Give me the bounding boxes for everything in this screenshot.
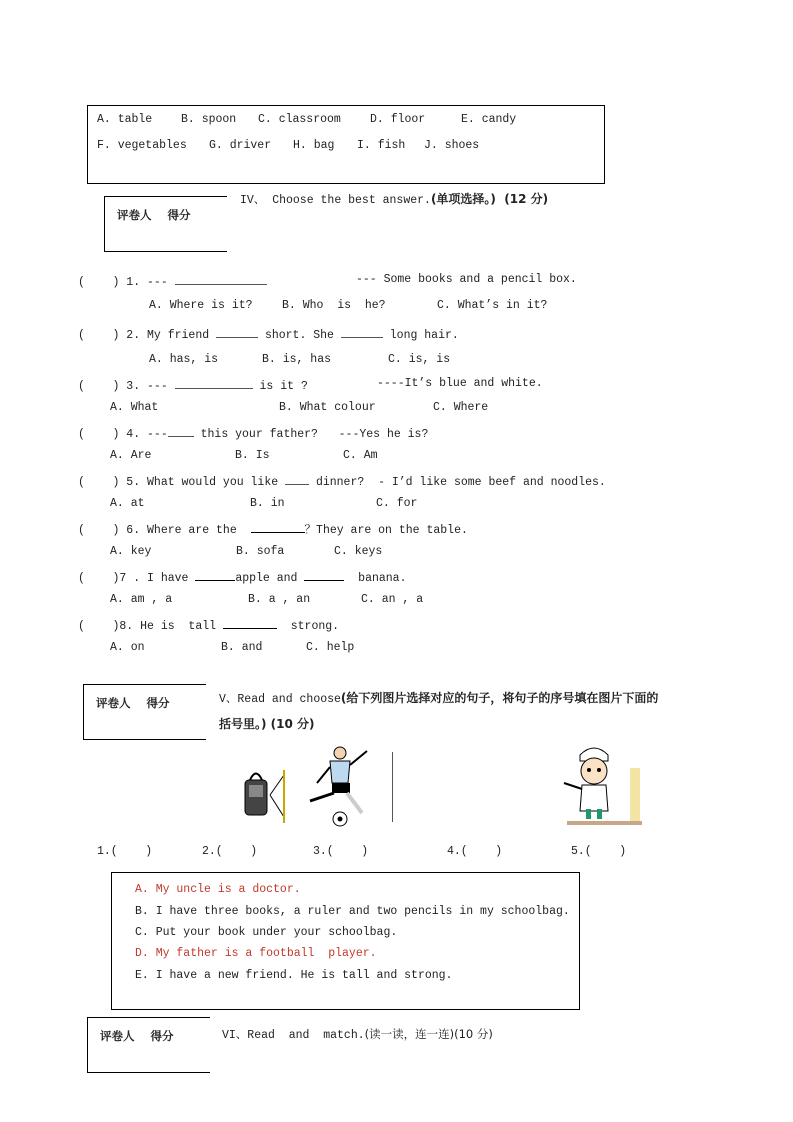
q6-option-a: A. key bbox=[110, 545, 152, 558]
section5-title-line2: 括号里。) (10 分) bbox=[219, 717, 315, 731]
q1-answer: --- Some books and a pencil box. bbox=[356, 273, 577, 286]
q3-answer: ----It’s blue and white. bbox=[377, 377, 543, 390]
q6-option-c: C. keys bbox=[334, 545, 383, 558]
word-j: J. shoes bbox=[424, 139, 480, 152]
grader-label: 评卷人 得分 bbox=[96, 696, 170, 710]
word-d: D. floor bbox=[370, 113, 426, 126]
q2-option-c: C. is, is bbox=[388, 353, 451, 366]
q8-option-c: C. help bbox=[306, 641, 355, 654]
q7-option-c: C. an , a bbox=[361, 593, 424, 606]
section4-title-en: IV、 Choose the best answer. bbox=[240, 194, 431, 207]
schoolbag-picture bbox=[240, 755, 290, 825]
word-c: C. classroom bbox=[258, 113, 341, 126]
q7-option-a: A. am , a bbox=[110, 593, 173, 606]
grader-label: 评卷人 得分 bbox=[100, 1029, 174, 1043]
q5-option-c: C. for bbox=[376, 497, 418, 510]
q3: ( ) 3. --- is it ? bbox=[78, 377, 308, 394]
q8-option-b: B. and bbox=[221, 641, 263, 654]
q1-option-c: C. What’s in it? bbox=[437, 299, 548, 312]
q8-option-a: A. on bbox=[110, 641, 145, 654]
grader-label: 评卷人 得分 bbox=[117, 208, 191, 222]
sentence-d: D. My father is a football player. bbox=[135, 947, 377, 960]
word-f: F. vegetables bbox=[97, 139, 187, 152]
grader-box-4 bbox=[104, 196, 227, 252]
picture-blank-4[interactable]: 4.( ) bbox=[447, 845, 503, 858]
q1-option-a: A. Where is it? bbox=[149, 299, 253, 312]
football-player-picture bbox=[292, 743, 382, 828]
q3-option-a: A. What bbox=[110, 401, 159, 414]
picture-blank-5[interactable]: 5.( ) bbox=[571, 845, 627, 858]
q6-option-b: B. sofa bbox=[236, 545, 285, 558]
q3-option-c: C. Where bbox=[433, 401, 489, 414]
sentence-a: A. My uncle is a doctor. bbox=[135, 883, 301, 896]
q2: ( ) 2. My friend short. She long hair. bbox=[78, 326, 459, 343]
sentence-e: E. I have a new friend. He is tall and strong. bbox=[135, 969, 453, 982]
word-a: A. table bbox=[97, 113, 153, 126]
q7: ( )7 . I have apple and banana. bbox=[78, 569, 406, 586]
q2-option-b: B. is, has bbox=[262, 353, 332, 366]
q7-option-b: B. a , an bbox=[248, 593, 311, 606]
q2-option-a: A. has, is bbox=[149, 353, 219, 366]
grader-box-6 bbox=[87, 1017, 210, 1073]
word-i: I. fish bbox=[357, 139, 406, 152]
picture-blank-2[interactable]: 2.( ) bbox=[202, 845, 258, 858]
q5-option-b: B. in bbox=[250, 497, 285, 510]
word-g: G. driver bbox=[209, 139, 272, 152]
picture-blank-1[interactable]: 1.( ) bbox=[97, 845, 153, 858]
section5-title: V、Read and choose(给下列图片选择对应的句子，将句子的序号填在图片下面的 bbox=[219, 691, 659, 706]
q6: ( ) 6. Where are the ？They are on the table. bbox=[78, 521, 468, 538]
sentence-c: C. Put your book under your schoolbag. bbox=[135, 926, 398, 939]
q4-option-b: B. Is bbox=[235, 449, 270, 462]
grader-box-5 bbox=[83, 684, 206, 740]
sentence-b: B. I have three books, a ruler and two pencils in my schoolbag. bbox=[135, 905, 570, 918]
doctor-picture bbox=[552, 743, 644, 827]
word-b: B. spoon bbox=[181, 113, 237, 126]
q8: ( )8. He is tall strong. bbox=[78, 617, 339, 634]
q4-option-c: C. Am bbox=[343, 449, 378, 462]
q4-option-a: A. Are bbox=[110, 449, 152, 462]
q5-option-a: A. at bbox=[110, 497, 145, 510]
q4: ( ) 4. --- this your father? ---Yes he is? bbox=[78, 425, 428, 442]
q3-option-b: B. What colour bbox=[279, 401, 376, 414]
word-h: H. bag bbox=[293, 139, 335, 152]
picture-blank-3[interactable]: 3.( ) bbox=[313, 845, 369, 858]
section4-title bbox=[240, 192, 548, 208]
section6-title: VI、Read and match.(读一读，连一连)(10 分) bbox=[222, 1027, 493, 1042]
divider-line bbox=[392, 752, 393, 822]
q1: ( ) 1. --- bbox=[78, 273, 267, 290]
q5: ( ) 5. What would you like dinner? - I’d like some beef and noodles. bbox=[78, 473, 606, 490]
q1-option-b: B. Who is he? bbox=[282, 299, 386, 312]
word-e: E. candy bbox=[461, 113, 517, 126]
section4-title-cn: (单项选择。) (12 分) bbox=[430, 192, 549, 206]
